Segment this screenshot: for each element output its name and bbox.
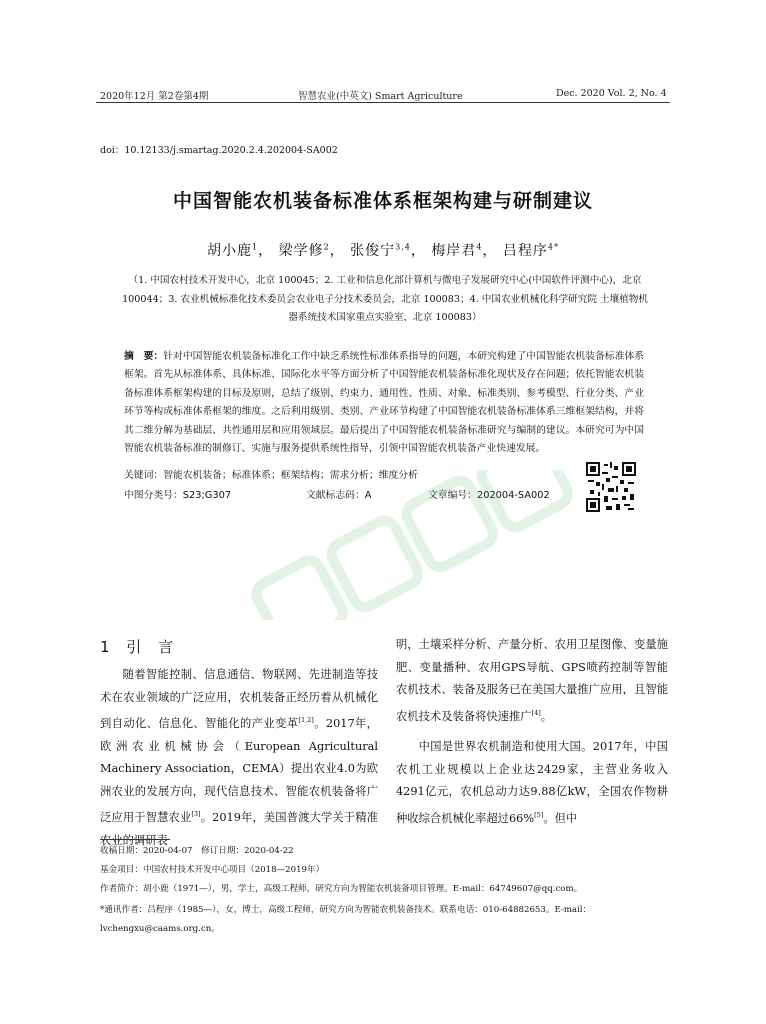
paragraph [396,736,668,830]
author-sup: 4* [547,242,559,252]
keywords-text: 智能农机装备；标准体系；框架结构；需求分析；维度分析 [163,470,418,481]
paragraph [396,634,668,728]
body-right-column [396,634,668,830]
paragraph-text: 中国是世界农机制造和使用大国。2017年，中国农机工业规模以上企业达2429家，主营业务收入4291亿元，农机总动力达9.88亿kW，全国农作物耕种收综合机械化率超过66% [396,740,668,825]
affiliations: （1. 中国农村技术开发中心，北京 100045；2. 工业和信息化部计算机与微电子发展研究中心(中国软件评测中心)，北京 100044；3. 农业机械标准化技术委员会农业电子分技术委员会，北京 100083；4. 中国农业机械化科学研究院 土壤植物机器系统技术国家重点实验室，北京 100083） [122,275,648,323]
clc-value: S23;G307 [182,490,232,501]
corresponding-author: *通讯作者：吕程序（1985—），女，博士，高级工程师，研究方向为智能农机装备技术。联系电话：010-64882653。E-mail：lvchengxu@caams.org.cn。 [100,905,592,934]
doc-value: A [364,490,372,501]
paragraph-text: 。2017年，欧洲农业机械协会（European Agricultural Machinery Association，CEMA）提出农业4.0为欧洲农业的发展方向，现代信息技术、智能农机装备将广泛应用于智慧农业 [100,716,378,825]
author: 张俊宁 [350,243,396,259]
paper-title: 中国智能农机装备标准体系框架构建与研制建议 [172,190,593,212]
clc-number [124,487,231,501]
keywords-label: 关键词： [124,470,164,481]
author-sup: 1 [252,242,259,252]
paragraph-text: 。2019年，美国普渡大学关于精准农业的调研表 [100,811,378,847]
art-value: 202004-SA002 [476,490,550,501]
clc-label: 中图分类号： [124,490,183,501]
abstract-label: 摘 要： [124,351,164,362]
fund-project: 基金项目：中国农村技术开发中心项目（2018—2019年） [100,865,325,875]
author: 梁学修 [278,243,324,259]
author-sup: 2 [323,242,330,252]
citation[interactable]: [4] [531,708,541,717]
doi[interactable]: doi：10.12133/j.smartag.2020.2.4.202004-SA002 [100,145,338,156]
paragraph-text: 。但中 [543,811,578,825]
author-bio: 作者简介：胡小鹿（1971—），男，学士，高级工程师，研究方向为智能农机装备项目管理。E-mail：64749607@qq.com。 [100,884,583,894]
abstract [124,348,644,458]
art-label: 文章编号： [428,490,477,501]
paragraph-text: 。 [540,709,553,723]
journal-watermark [230,470,590,620]
running-header-left: 2020年12月 第2卷第4期 [100,91,209,102]
abstract-text: 针对中国智能农机装备标准化工作中缺乏系统性标准体系指导的问题，本研究构建了中国智能农机装备标准体系框架。首先从标准体系、具体标准、国际化水平等方面分析了中国智能农机装备标准化现状及存在问题；依托智能农机装备标准体系框架构建的目标及原则，总结了级别、约束力、通用性、性质、对象、标准类别、参考模型、行业分类、产业环节等构成标准体系框架的维度。之后利用级别、类别、产业环节构建了中国智能农机装备标准体系三维框架结构，并将其二维分解为基础层、共性通用层和应用领域层。最后提出了中国智能农机装备标准研究与编制的建议。本研究可为中国智能农机装备标准的制修订、实施与服务提供系统性指导，引领中国智能农机装备产业快速发展。 [124,351,645,455]
footnote-rule [100,839,170,840]
section-heading: 1 引 言 [100,638,180,656]
received-date: 收稿日期：2020-04-07 修订日期：2020-04-22 [100,846,294,856]
header-rule [96,102,670,103]
author: 吕程序 [502,243,548,259]
running-header-right: Dec. 2020 Vol. 2, No. 4 [556,88,667,99]
qr-code[interactable] [586,462,636,512]
author: 梅岸君 [431,243,477,259]
author: 胡小鹿 [207,243,253,259]
author-sup: 4 [476,242,483,252]
running-header-journal: 智慧农业(中英文) Smart Agriculture [298,91,463,102]
doc-label: 文献标志码： [306,490,365,501]
citation[interactable]: [1,2] [298,716,314,725]
citation[interactable]: [5] [534,810,544,819]
paragraph-text: 明，土壤采样分析、产量分析、农用卫星图像、变量施肥、变量播种、农用GPS导航、GPS喷药控制等智能农机技术、装备及服务已在美国大量推广应用，且智能农机技术及装备将快速推广 [396,638,668,723]
paragraph [100,664,378,852]
body-left-column [100,664,378,852]
citation[interactable]: [3] [191,810,201,819]
paragraph-text: 随着智能控制、信息通信、物联网、先进制造等技术在农业领域的广泛应用，农机装备正经历着从机械化到自动化、信息化、智能化的产业变革 [100,668,378,730]
author-sup: 3,4 [395,242,411,252]
author-list: 胡小鹿$^1$， 梁学修$^2$， 张俊宁$^{3,4}$， 梅岸君$^4$， 吕程序$^{4*}$ [207,242,559,259]
